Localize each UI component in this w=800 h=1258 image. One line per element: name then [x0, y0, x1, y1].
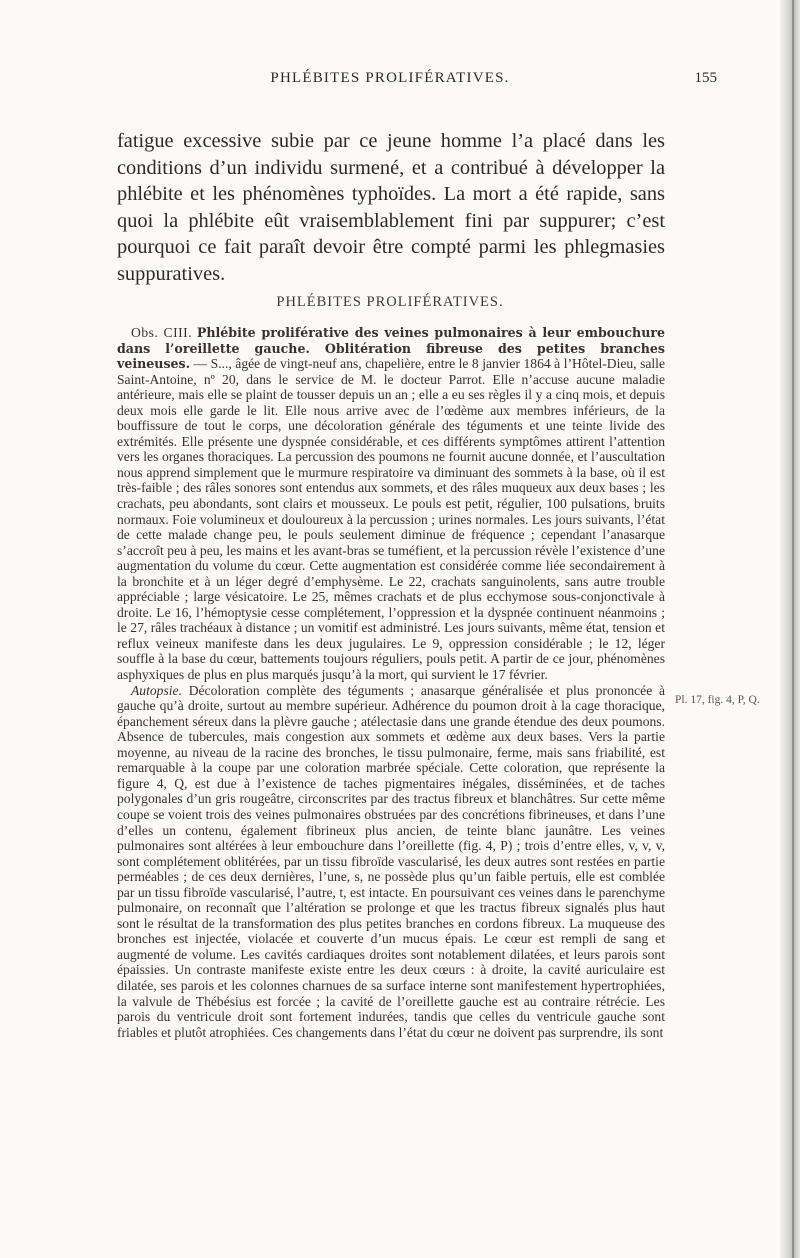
observation-title: Phlébite proliférative des veines pulmonaires à leur embouchure dans l’oreillette gauche. Oblitération fibreuse des petites branches veineuses.	[117, 325, 665, 372]
page-header	[0, 70, 780, 96]
observation-paragraph	[117, 325, 665, 683]
autopsy-body: Décoloration complète des téguments ; anasarque généralisée et plus prononcée à gauche qu’à droite, surtout au membre supérieur. Adhérence du poumon droit à la cage thoracique, épanchement séreux dans la plèvre gauche ; atélectasie dans une grande étendue des deux poumons. Absence de tubercules, mais congestion aux sommets et œdème aux deux bases. Vers la partie moyenne, au niveau de la racine des bronches, le tissu pulmonaire, ferme, mais sans friabilité, est remarquable à la coupe par une coloration marbrée spéciale. Cette coloration, que représente la figure 4, Q, est due à l’existence de taches pigmentaires inégales, disséminées, et de taches polygonales d’un gris rougeâtre, circonscrites par des tractus fibreux et blanchâtres. Sur cette même coupe se voient trois des veines pulmonaires obstruées par des concrétions fibrineuses, et dans l’une d’elles un contenu, également fibrineux plus ancien, de teinte blanc jaunâtre. Les veines pulmonaires sont altérées à leur embouchure dans l’oreillette (fig. 4, P) ; trois d’entre elles, v, v, v, sont complétement oblitérées, par un tissu fibroïde vascularisé, les deux autres sont restées en partie perméables ; de ces deux dernières, l’une, s, ne possède plus qu’un faible pertuis, elle est comblée par un tissu fibroïde vascularisé, l’autre, t, est intacte. En poursuivant ces veines dans le parenchyme pulmonaire, on reconnaît que l’altération se prolonge et que les tractus fibreux signalés plus haut sont le résultat de la transformation des plus petites branches en cordons fibreux. La muqueuse des bronches est injectée, violacée et couverte d’un mucus épais. Le cœur est rempli de sang et augmenté de volume. Les cavités cardiaques droites sont notablement dilatées, et leurs parois sont épaissies. Un contraste manifeste existe entre les deux cœurs : à droite, la cavité auriculaire est dilatée, ses parois et les colonnes charnues de sa surface interne sont manifestement hypertrophiées, la valvule de Thébésius est forcée ; la cavité de l’oreillette gauche est au contraire rétrécie. Les parois du ventricule droit sont fortement indurées, tandis que celles du ventricule gauche sont friables et plutôt atrophiées. Ces changements dans l’état du cœur ne doivent pas surprendre, ils sont	[117, 682, 665, 1040]
observation-block	[117, 325, 665, 1040]
observation-label: Obs. CIII.	[131, 325, 193, 340]
autopsy-label: Autopsie.	[131, 682, 182, 698]
observation-body: — S..., âgée de vingt-neuf ans, chapelière, entre le 8 janvier 1864 à l’Hôtel-Dieu, salle Saint-Antoine, nº 20, dans le service de M. le docteur Parrot. Elle n’accuse aucune maladie antérieure, mais elle se plaint de tousser depuis un an ; elle a eu ses règles il y a cinq mois, et depuis deux mois elle garde le lit. Elle nous arrive avec de l’œdème aux membres inférieurs, de la bouffissure de tout le corps, une décoloration générale des téguments et une teinte livide des extrémités. Elle présente une dyspnée considérable, et ces différents symptômes attirent l’attention vers les organes thoraciques. La percussion des poumons ne fournit aucune donnée, et l’auscultation nous apprend simplement que le murmure respiratoire va diminuant des sommets à la base, où il est très-faible ; des râles sonores sont entendus aux sommets, et des râles muqueux aux deux bases ; les crachats, peu abondants, sont clairs et mousseux. Le pouls est petit, régulier, 100 pulsations, bruits normaux. Foie volumineux et douloureux à la percussion ; urines normales. Les jours suivants, l’état de cette malade change peu, le pouls seulement diminue de fréquence ; cependant l’anasarque s’accroît peu à peu, les mains et les avant-bras se tuméfient, et la percussion révèle l’existence d’une augmentation du volume du cœur. Cette augmentation est considérée comme liée secondairement à la bronchite et à un léger degré d’emphysème. Le 22, crachats sanguinolents, sans autre trouble appréciable ; large vésicatoire. Le 25, mêmes crachats et de plus ecchymose sous-conjonctivale à droite. Le 16, l’hémoptysie cesse complétement, l’oppression et la dyspnée continuent néanmoins ; le 27, râles trachéaux à distance ; un vomitif est administré. Les jours suivants, même état, tension et reflux veineux manifeste dans les deux jugulaires. Le 9, oppression considérable ; le 12, léger souffle à la base du cœur, battements toujours réguliers, pouls petit. A partir de ce jour, phénomènes asphyxiques de plus en plus marqués jusqu’à la mort, qui survient le 17 février.	[117, 356, 665, 683]
lead-paragraph-block	[117, 128, 665, 287]
page-scan-line	[792, 0, 794, 1258]
section-heading: PHLÉBITES PROLIFÉRATIVES.	[276, 294, 504, 310]
page-scan-edge	[780, 0, 800, 1258]
page-number: 155	[694, 70, 717, 86]
running-title: PHLÉBITES PROLIFÉRATIVES.	[270, 70, 510, 86]
margin-note: Pl. 17, fig. 4, P, Q.	[675, 694, 760, 706]
autopsy-paragraph	[117, 683, 665, 1041]
lead-paragraph: fatigue excessive subie par ce jeune homme l’a placé dans les conditions d’un individu surmené, et a contribué à développer la phlébite et les phénomènes typhoïdes. La mort a été rapide, sans quoi la phlébite eût vraisemblablement fini par suppurer; c’est pourquoi ce fait paraît devoir être compté parmi les phlegmasies suppuratives.	[117, 130, 665, 285]
